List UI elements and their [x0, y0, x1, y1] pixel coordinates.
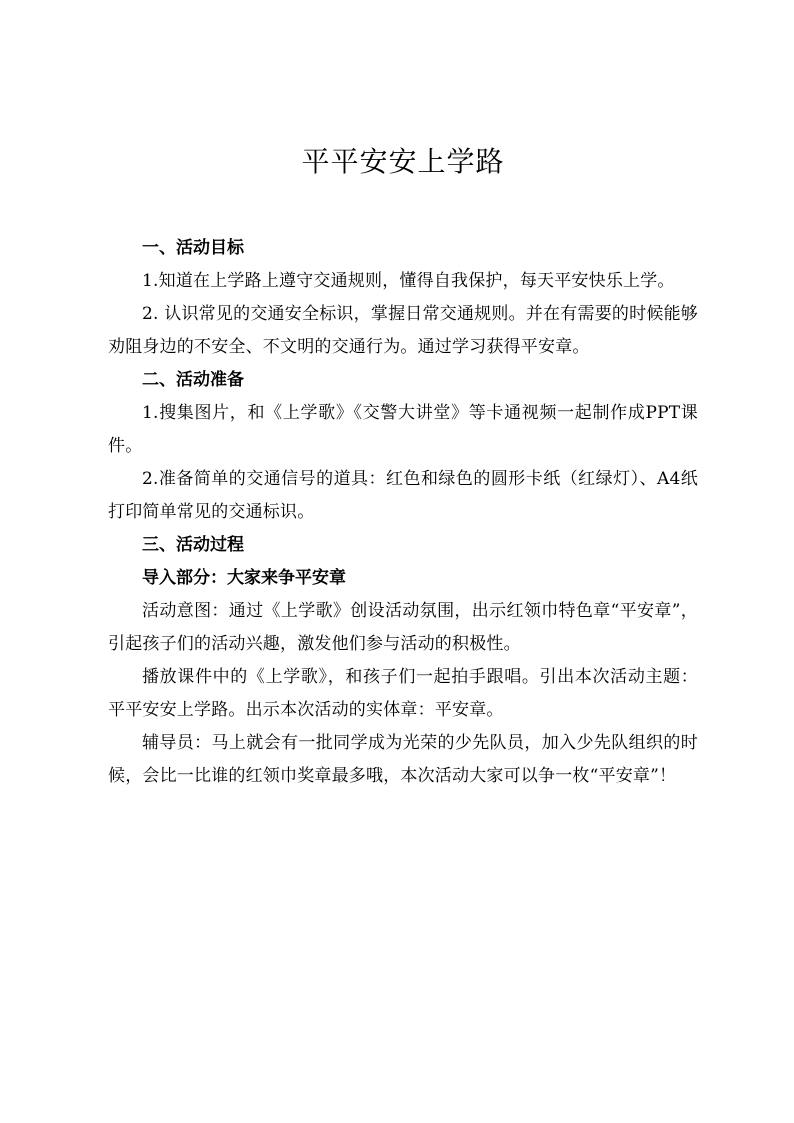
- section-heading-goals: 一、活动目标: [142, 238, 244, 258]
- preparation-paragraph-1: 1.搜集图片，和《上学歌》《交警大讲堂》等卡通视频一起制作成PPT课件。: [108, 403, 698, 456]
- process-paragraph-counselor: 辅导员：马上就会有一批同学成为光荣的少先队员，加入少先队组织的时候，会比一比谁的红领巾奖章最多哦，本次活动大家可以争一枚“平安章”！: [108, 733, 698, 786]
- section-activity-process: [108, 529, 698, 793]
- preparation-paragraph-2: 2.准备简单的交通信号的道具：红色和绿色的圆形卡纸（红绿灯）、A4纸打印简单常见的交通标识。: [108, 469, 698, 522]
- process-paragraph-song: 播放课件中的《上学歌》，和孩子们一起拍手跟唱。引出本次活动主题：平平安安上学路。出示本次活动的实体章：平安章。: [108, 667, 698, 720]
- section-heading-process: 三、活动过程: [142, 535, 244, 555]
- process-subheading-intro: 导入部分：大家来争平安章: [142, 568, 346, 588]
- document-title: 平平安安上学路: [301, 145, 505, 178]
- goal-paragraph-2: 2. 认识常见的交通安全标识，掌握日常交通规则。并在有需要的时候能够劝阻身边的不安全、不文明的交通行为。通过学习获得平安章。: [108, 304, 698, 357]
- section-activity-preparation: [108, 364, 698, 529]
- process-paragraph-intent: 活动意图：通过《上学歌》创设活动氛围，出示红领巾特色章“平安章”，引起孩子们的活动兴趣，激发他们参与活动的积极性。: [108, 601, 698, 654]
- goal-paragraph-1: 1.知道在上学路上遵守交通规则，懂得自我保护，每天平安快乐上学。: [142, 271, 675, 291]
- section-heading-preparation: 二、活动准备: [142, 370, 244, 390]
- section-activity-goals: [108, 232, 698, 364]
